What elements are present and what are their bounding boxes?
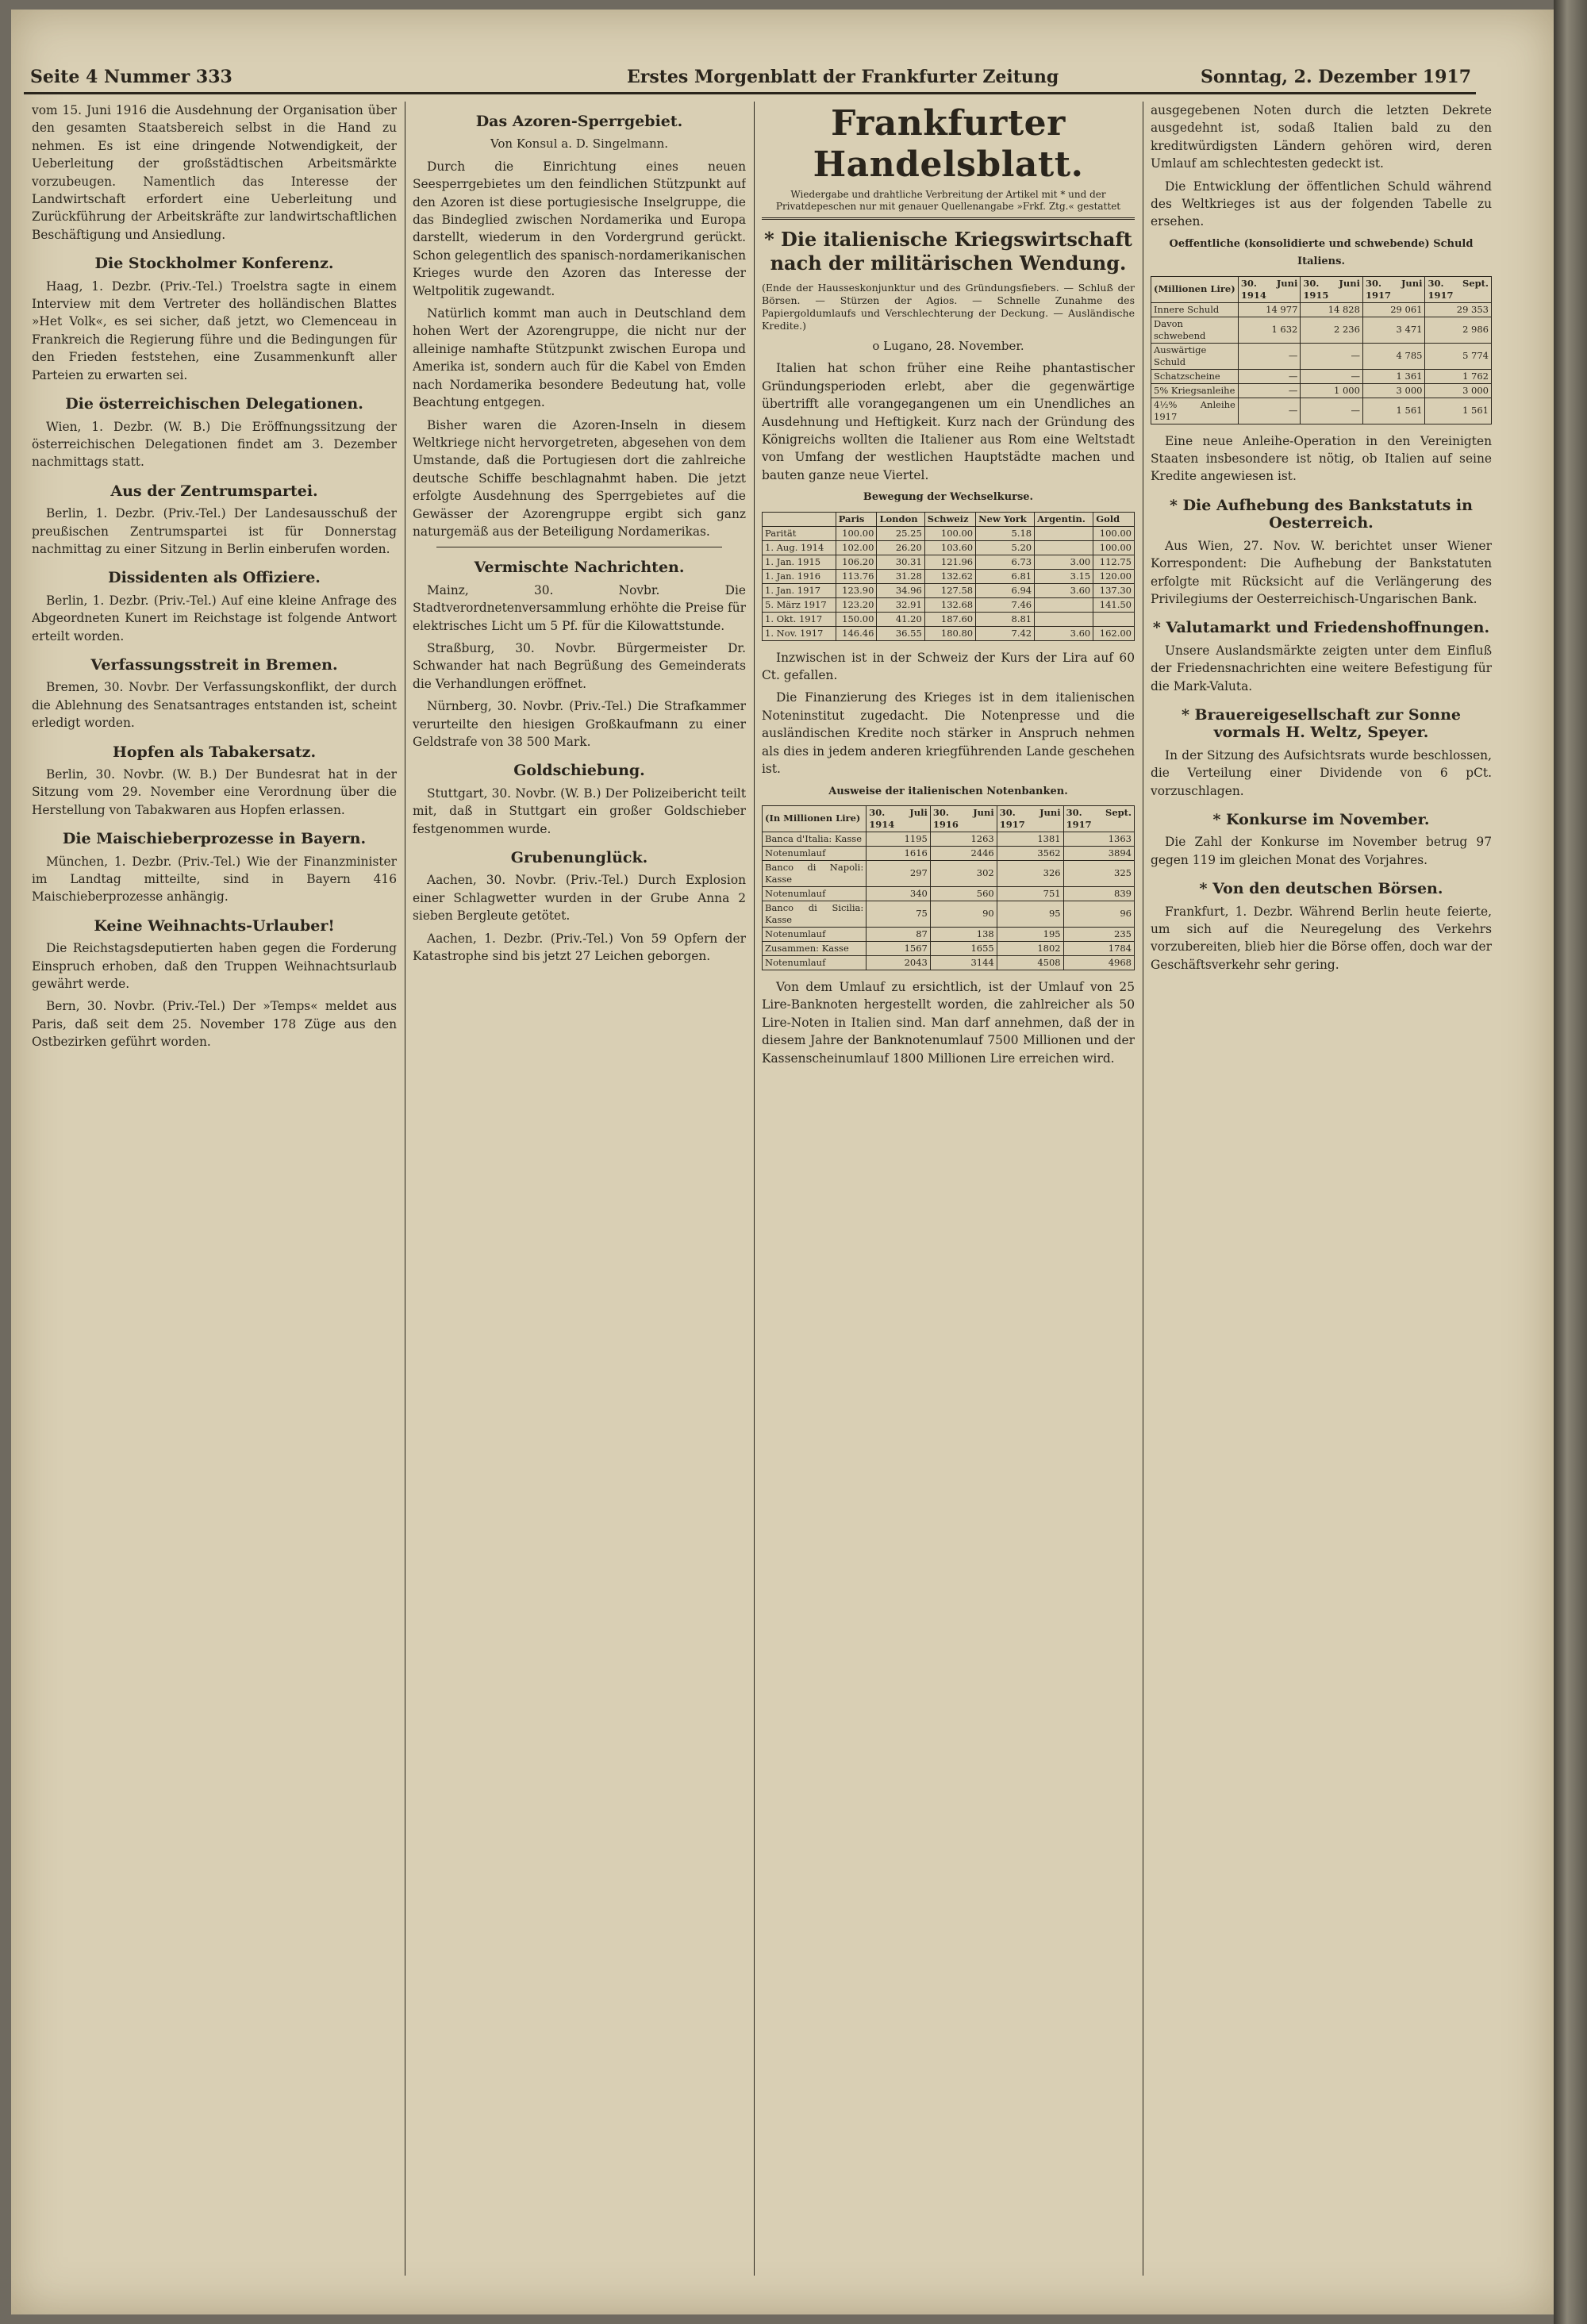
table-cell: 1802 [997,941,1063,955]
table-cell: 3894 [1063,846,1134,860]
table-cell: Banco di Sicilia: Kasse [763,901,867,927]
table-cell: 1363 [1063,832,1134,846]
table-cell: 137.30 [1093,583,1135,597]
table-row [763,597,1135,612]
table-header-cell: 30. Juni 1917 [997,805,1063,832]
table-cell: 34.96 [877,583,924,597]
table-header-cell: 30. Sept. 1917 [1425,276,1492,302]
table-cell: 5. März 1917 [763,597,836,612]
page-number: Seite 4 Nummer 333 [30,67,232,87]
table-cell: Banca d'Italia: Kasse [763,832,867,846]
table-cell: 112.75 [1093,555,1135,569]
headline-azoren: Das Azoren-Sperrgebiet. [475,113,683,130]
table-header-cell [763,512,836,526]
table-cell: 120.00 [1093,569,1135,583]
table-cell: 6.81 [976,569,1035,583]
exchange-rate-table [762,512,1135,641]
table-cell: 2 986 [1425,317,1492,343]
table-cell: 1616 [867,846,931,860]
table-cell: 14 977 [1238,302,1301,317]
table-cell: 1567 [867,941,931,955]
table-cell: 3562 [997,846,1063,860]
column-3 [762,102,1135,2276]
article-text: Frankfurt, 1. Dezbr. Während Berlin heute feierte, um sich auf die Neuregelung des Verkehrs vorzubereiten, blieb hier die Börse offen, doch war der Geschäftsverkehr sehr gering. [1151,904,1492,972]
article-text: Berlin, 1. Dezbr. (Priv.-Tel.) Der Landesausschuß der preußischen Zentrumspartei ist für Donnerstag nachmittag zu einer Sitzung in Berlin einberufen worden. [32,506,397,556]
article-text: Inzwischen ist in der Schweiz der Kurs der Lira auf 60 Ct. gefallen. [762,650,1135,683]
article-text: Von dem Umlauf zu ersichtlich, ist der Umlauf von 25 Lire-Banknoten hergestellt worden, die zahlreicher als 50 Lire-Noten in Italien sind. Man darf annehmen, daß der in diesem Jahre der Banknotenumlauf 7500 Millionen und der Kassenscheinumlauf 1800 Millionen Lire erreichen wird. [762,979,1135,1066]
table-header-cell: (Millionen Lire) [1151,276,1239,302]
table-cell: 2 236 [1301,317,1363,343]
table-header-cell: 30. Juni 1914 [1238,276,1301,302]
table-cell: 1 762 [1425,369,1492,383]
table-cell: — [1238,383,1301,398]
table-cell: 100.00 [1093,540,1135,555]
table-header-cell: 30. Juli 1914 [867,805,931,832]
article-continuation: ausgegebenen Noten durch die letzten Dekrete ausgedehnt ist, sodaß Italien bald zu den kreditwürdigsten Ländern gehören wird, deren Umlauf am schlechtesten gedeckt ist. [1151,103,1492,171]
table-row [763,901,1135,927]
table-cell: 90 [930,901,997,927]
table-cell: Notenumlauf [763,886,867,901]
table-row [763,626,1135,640]
table-caption: Bewegung der Wechselkurse. [863,491,1034,504]
headline-brauerei: * Brauereigesellschaft zur Sonne vormals H. Weltz, Speyer. [1181,705,1462,742]
article-text: Straßburg, 30. Novbr. Bürgermeister Dr. Schwander hat nach Begrüßung des Gemeinderats die Verhandlungen eröffnet. [413,640,746,691]
table-cell: 8.81 [976,612,1035,626]
table-cell: 29 061 [1362,302,1425,317]
table-cell: 138 [930,927,997,941]
table-caption: Oeffentliche (konsolidierte und schwebende) Schuld Italiens. [1169,237,1474,268]
table-cell: 5% Kriegsanleihe [1151,383,1239,398]
table-cell: 1. Jan. 1917 [763,583,836,597]
table-row [1151,317,1492,343]
column-1 [32,102,397,2276]
headline-boersen: * Von den deutschen Börsen. [1199,880,1443,898]
article-text: Aus Wien, 27. Nov. W. berichtet unser Wiener Korrespondent: Die Aufhebung der Bankstatuten erfolgte mit Rücksicht auf die Verlängerung des Privilegiums der Oesterreichisch-Ungarischen Bank. [1151,538,1492,606]
article-text: Stuttgart, 30. Novbr. (W. B.) Der Polizeibericht teilt mit, daß in Stuttgart ein großer Goldschieber festgenommen wurde. [413,786,746,836]
table-cell: 3 000 [1362,383,1425,398]
article-text: Die Zahl der Konkurse im November betrug 97 gegen 119 im gleichen Monat des Vorjahres. [1151,835,1492,867]
table-cell: 1 632 [1238,317,1301,343]
table-cell: 297 [867,860,931,886]
headline-delegations: Die österreichischen Delegationen. [65,395,363,413]
table-cell: 1381 [997,832,1063,846]
table-cell: 5.18 [976,526,1035,540]
table-cell: 75 [867,901,931,927]
table-row [763,612,1135,626]
article-text: Aachen, 1. Dezbr. (Priv.-Tel.) Von 59 Opfern der Katastrophe sind bis jetzt 27 Leichen geborgen. [413,931,746,964]
table-cell: 1. Aug. 1914 [763,540,836,555]
table-header-cell: 30. Sept. 1917 [1063,805,1134,832]
table-row [763,846,1135,860]
table-cell: 14 828 [1301,302,1363,317]
article-text: In der Sitzung des Aufsichtsrats wurde beschlossen, die Verteilung einer Dividende von 6 pCt. vorzuschlagen. [1151,747,1492,798]
table-cell: 95 [997,901,1063,927]
article-text: Durch die Einrichtung eines neuen Seesperrgebietes um den feindlichen Stützpunkt auf den Azoren ist diese portugiesische Inselgruppe, die das Bindeglied zwischen Nordamerika und Europa darstellt, wiederum in den Vordergrund gerückt. Schon gelegentlich des spanisch-nordamerikanischen Krieges wurde den Azoren das Interesse der Weltpolitik zugewandt. [413,159,746,298]
article-text: Eine neue Anleihe-Operation in den Vereinigten Staaten insbesondere ist nötig, ob Italien auf seine Kredite angewiesen ist. [1151,433,1492,484]
masthead-rule [762,217,1135,220]
article-text: Bisher waren die Azoren-Inseln in diesem Weltkriege nicht hervorgetreten, abgesehen von dem Umstande, daß die Portugiesen dort die zahlreiche deutsche Schiffe beschlagnahmt haben. Die jetzt erfolgte Ausdehnung des Sperrgebietes auf die Gewässer der Azorengruppe ergibt sich ganz naturgemäß aus der Beteiligung Nordamerikas. [413,417,746,539]
table-header-cell: London [877,512,924,526]
table-cell: 3.00 [1035,555,1093,569]
table-cell: Zusammen: Kasse [763,941,867,955]
table-cell: Banco di Napoli: Kasse [763,860,867,886]
table-cell: 132.68 [924,597,975,612]
table-cell: 106.20 [836,555,877,569]
table-cell: 102.00 [836,540,877,555]
table-cell: — [1301,343,1363,369]
page-edge-shadow [1554,0,1587,2324]
table-cell: 2446 [930,846,997,860]
article-text: Nürnberg, 30. Novbr. (Priv.-Tel.) Die Strafkammer verurteilte den hiesigen Großkaufmann zu einer Geldstrafe von 38 500 Mark. [413,699,746,749]
table-cell: Innere Schuld [1151,302,1239,317]
table-cell [1093,612,1135,626]
table-cell: 4968 [1063,955,1134,970]
table-cell: 1 361 [1362,369,1425,383]
table-row [763,583,1135,597]
table-header-cell: Paris [836,512,877,526]
table-cell: 751 [997,886,1063,901]
table-header-cell: Gold [1093,512,1135,526]
table-cell: 1. Jan. 1916 [763,569,836,583]
column-2 [413,102,746,2276]
table-cell: 3.60 [1035,626,1093,640]
table-cell: 560 [930,886,997,901]
article-text: Mainz, 30. Novbr. Die Stadtverordnetenversammlung erhöhte die Preise für elektrisches Licht um 5 Pf. für die Kilowattstunde. [413,582,746,633]
table-cell: 132.62 [924,569,975,583]
article-text: Die Finanzierung des Krieges ist in dem italienischen Noteninstitut zugedacht. Die Notenpresse und die ausländischen Kredite noch stärker in Anspruch nehmen als dies in jedem anderen kriegführenden Lande geschehen ist. [762,690,1135,777]
table-row [763,860,1135,886]
table-cell: 41.20 [877,612,924,626]
headline-goldschiebung: Goldschiebung. [513,762,645,780]
table-cell: 180.80 [924,626,975,640]
table-cell: — [1301,398,1363,424]
headline-bayern: Die Maischieberprozesse in Bayern. [62,830,367,848]
table-cell: — [1238,369,1301,383]
table-cell: 1784 [1063,941,1134,955]
table-header-cell: 30. Juni 1916 [930,805,997,832]
table-row [1151,302,1492,317]
table-cell: 340 [867,886,931,901]
column-4 [1151,102,1492,2276]
table-cell: 150.00 [836,612,877,626]
table-row [1151,369,1492,383]
table-cell: 302 [930,860,997,886]
article-text: Haag, 1. Dezbr. (Priv.-Tel.) Troelstra sagte in einem Interview mit dem Vertreter des holländischen Blattes »Het Volk«, es sei sicher, daß jetzt, wo Clemenceau in Frankreich die Regierung führe und die Bedingungen für den Frieden feststehen, eine Zusammenkunft aller Parteien zu erwarten sei. [32,278,397,382]
table-cell: 4508 [997,955,1063,970]
headline-bremen: Verfassungsstreit in Bremen. [90,655,338,674]
table-cell: — [1238,398,1301,424]
table-caption: Ausweise der italienischen Notenbanken. [828,785,1068,797]
table-cell [1035,597,1093,612]
table-cell: 5.20 [976,540,1035,555]
table-cell: 121.96 [924,555,975,569]
table-cell: Schatzscheine [1151,369,1239,383]
table-header-cell: (In Millionen Lire) [763,805,867,832]
article-text: München, 1. Dezbr. (Priv.-Tel.) Wie der Finanzminister im Landtag mitteilte, sind in Bayern 416 Maischieberprozesse anhängig. [32,854,397,905]
table-header-cell: 30. Juni 1917 [1362,276,1425,302]
table-cell: Davon schwebend [1151,317,1239,343]
table-cell: — [1238,343,1301,369]
article-text: Die Entwicklung der öffentlichen Schuld während des Weltkrieges ist aus der folgenden Tabelle zu ersehen. [1151,179,1492,229]
headline-dissidents: Dissidenten als Offiziere. [108,569,321,587]
table-cell [1035,612,1093,626]
article-text: Natürlich kommt man auch in Deutschland dem hohen Wert der Azorengruppe, die nicht nur der alleinige namhafte Stützpunkt zwischen Europa und Amerika ist, sondern auch für die Kabel von Emden nach Nordamerika besondere Bedeutung hat, volle Beachtung entgegen. [413,306,746,410]
table-cell: 1. Jan. 1915 [763,555,836,569]
table-row [1151,398,1492,424]
table-cell: 3 000 [1425,383,1492,398]
article-text: Wien, 1. Dezbr. (W. B.) Die Eröffnungssitzung der österreichischen Delegationen findet am 3. Dezember nachmittags statt. [32,419,397,470]
table-header-cell: Argentin. [1035,512,1093,526]
newspaper-title: Erstes Morgenblatt der Frankfurter Zeitung [627,67,1059,87]
table-cell: 1. Okt. 1917 [763,612,836,626]
table-cell: 4½% Anleihe 1917 [1151,398,1239,424]
table-cell: 5 774 [1425,343,1492,369]
table-cell: 7.42 [976,626,1035,640]
table-cell: 30.31 [877,555,924,569]
table-cell: 1263 [930,832,997,846]
table-cell: Auswärtige Schuld [1151,343,1239,369]
table-cell [1035,526,1093,540]
headline-bankstatut: * Die Aufhebung des Bankstatuts in Oesterreich. [1170,496,1473,532]
headline-zentrum: Aus der Zentrumspartei. [110,482,318,500]
table-cell: 4 785 [1362,343,1425,369]
article-text: Italien hat schon früher eine Reihe phantastischer Gründungsperioden erlebt, aber die gegenwärtige übertrifft alle vorangegangenen um ein Unendliches an Ausdehnung und Heftigkeit. Kurz nach der Gründung des Königreichs wollten die Italiener aus Rom eine Weltstadt von Umfang der westlichen Hauptstädte machen und bauten ganze neue Viertel. [762,361,1135,482]
article-summary: (Ende der Hausseskonjunktur und des Gründungsfiebers. — Schluß der Börsen. — Stürzen der Agios. — Schnelle Zunahme des Papiergoldumlaufs und Verschlechterung der Deckung. — Ausländische Kredite.) [762,282,1135,332]
headline-grubenunglueck: Grubenunglück. [510,849,648,867]
table-cell: 100.00 [836,526,877,540]
table-cell: 113.76 [836,569,877,583]
article-text: Aachen, 30. Novbr. (Priv.-Tel.) Durch Explosion einer Schlagwetter wurden in der Grube Anna 2 sieben Bergleute getötet. [413,873,746,924]
table-header-cell: Schweiz [924,512,975,526]
page-header [24,65,1476,94]
headline-vermischte: Vermischte Nachrichten. [474,559,685,577]
table-row [763,927,1135,941]
table-cell: 103.60 [924,540,975,555]
article-text: Berlin, 30. Novbr. (W. B.) Der Bundesrat hat in der Sitzung vom 29. November eine Verordnung über die Herstellung von Tabakwaren aus Hopfen erlassen. [32,767,397,817]
table-cell: 326 [997,860,1063,886]
table-row [763,941,1135,955]
table-cell: 123.90 [836,583,877,597]
headline-valutamarkt: * Valutamarkt und Friedenshoffnungen. [1152,619,1490,637]
headline-stockholm: Die Stockholmer Konferenz. [94,255,334,273]
table-cell: 1195 [867,832,931,846]
article-continuation: vom 15. Juni 1916 die Ausdehnung der Organisation über den gesamten Staatsbereich selbst in die Hand zu nehmen. Es ist eine dringende Notwendigkeit, der Ueberleitung der großstädtischen Arbeitsmärkte vorzubeugen. Namentlich das Interesse der Landwirtschaft erfordert eine Ueberleitung und Zurückführung der Arbeitskräfte zur landwirtschaftlichen Beschäftigung und Ansiedlung. [32,103,397,242]
article-text: Die Reichstagsdeputierten haben gegen die Forderung Einspruch erhoben, daß den Truppen Weihnachtsurlaub gewährt werde. [32,941,397,992]
table-cell: 32.91 [877,597,924,612]
headline-hopfen: Hopfen als Tabakersatz. [112,743,317,761]
headline-konkurse: * Konkurse im November. [1212,810,1430,828]
table-cell: Notenumlauf [763,955,867,970]
table-cell: 1655 [930,941,997,955]
table-header-cell: New York [976,512,1035,526]
table-row [763,555,1135,569]
article-text: Bern, 30. Novbr. (Priv.-Tel.) Der »Temps« meldet aus Paris, daß seit dem 25. November 178 Züge aus den Ostbezirken geführt worden. [32,999,397,1050]
table-cell: 123.20 [836,597,877,612]
public-debt-table [1151,276,1492,424]
table-cell: 146.46 [836,626,877,640]
table-cell: 162.00 [1093,626,1135,640]
article-text: Bremen, 30. Novbr. Der Verfassungskonflikt, der durch die Ablehnung des Senatsantrages entstanden ist, scheint erledigt worden. [32,680,397,731]
table-cell: 96 [1063,901,1134,927]
table-cell: 6.73 [976,555,1035,569]
headline-italien: * Die italienische Kriegswirtschaft nach der militärischen Wendung. [764,228,1132,275]
table-cell: 235 [1063,927,1134,941]
table-row [763,832,1135,846]
table-cell: 1 561 [1362,398,1425,424]
table-cell: 325 [1063,860,1134,886]
table-row [763,526,1135,540]
table-row [763,540,1135,555]
issue-date: Sonntag, 2. Dezember 1917 [1201,67,1471,87]
table-cell: Parität [763,526,836,540]
table-cell: 3.15 [1035,569,1093,583]
table-cell: 100.00 [1093,526,1135,540]
table-cell: 2043 [867,955,931,970]
article-text: Unsere Auslandsmärkte zeigten unter dem Einfluß der Friedensnachrichten eine weitere Befestigung für die Mark-Valuta. [1151,643,1492,693]
table-cell: 141.50 [1093,597,1135,612]
table-row [763,886,1135,901]
table-cell [1035,540,1093,555]
masthead-note: Wiedergabe und drahtliche Verbreitung der Artikel mit * und der Privatdepeschen nur mit genauer Quellenangabe »Frkf. Ztg.« gestattet [775,189,1121,212]
table-cell: 1 000 [1301,383,1363,398]
table-header-cell: 30. Juni 1915 [1301,276,1363,302]
table-cell: 100.00 [924,526,975,540]
byline: Von Konsul a. D. Singelmann. [490,136,669,152]
table-row [1151,343,1492,369]
table-cell: 1 561 [1425,398,1492,424]
table-row [1151,383,1492,398]
table-cell: 127.58 [924,583,975,597]
table-cell: 36.55 [877,626,924,640]
table-cell: — [1301,369,1363,383]
table-cell: 187.60 [924,612,975,626]
article-text: Berlin, 1. Dezbr. (Priv.-Tel.) Auf eine kleine Anfrage des Abgeordneten Kunert im Reichstage ist folgende Antwort erteilt worden. [32,593,397,643]
table-cell: 25.25 [877,526,924,540]
table-cell: 31.28 [877,569,924,583]
notenbank-table [762,805,1135,970]
table-cell: Notenumlauf [763,927,867,941]
table-cell: 6.94 [976,583,1035,597]
table-cell: 1. Nov. 1917 [763,626,836,640]
table-cell: 839 [1063,886,1134,901]
table-row [763,569,1135,583]
table-cell: 3.60 [1035,583,1093,597]
table-cell: 7.46 [976,597,1035,612]
handelsblatt-masthead: Frankfurter Handelsblatt. [813,103,1084,185]
table-cell: 29 353 [1425,302,1492,317]
table-cell: Notenumlauf [763,846,867,860]
table-cell: 3144 [930,955,997,970]
headline-weihnachten: Keine Weihnachts-Urlauber! [94,916,335,935]
dateline: o Lugano, 28. November. [872,339,1024,353]
table-cell: 195 [997,927,1063,941]
table-cell: 87 [867,927,931,941]
table-row [763,955,1135,970]
table-cell: 3 471 [1362,317,1425,343]
column-rule [754,102,755,2276]
table-cell: 26.20 [877,540,924,555]
